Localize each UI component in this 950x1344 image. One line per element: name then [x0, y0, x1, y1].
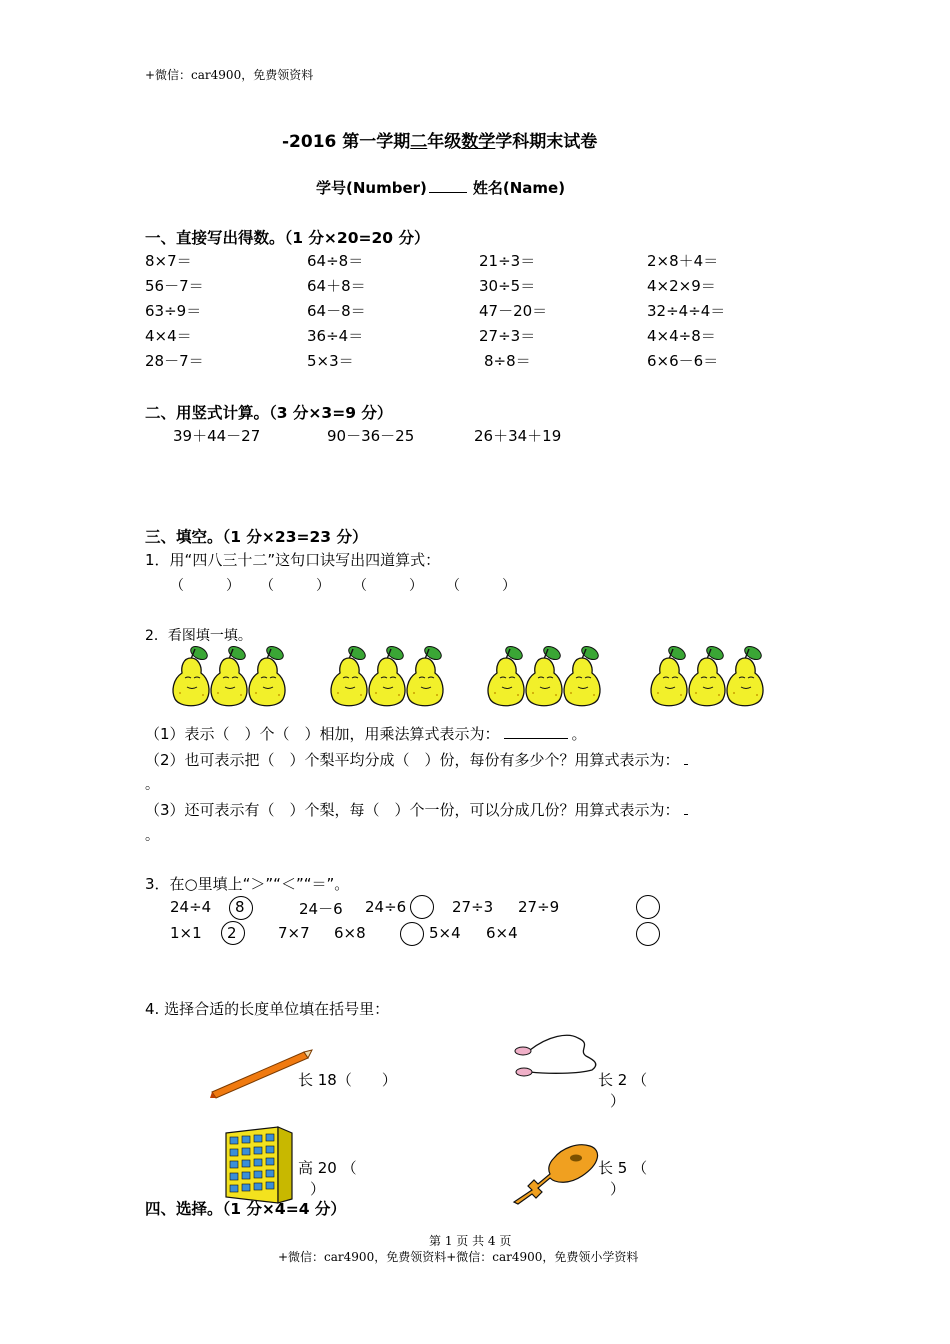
oral-calc-item: 8÷8＝ — [484, 352, 531, 370]
oral-calc-item: 64＋8＝ — [307, 277, 366, 295]
vertical-calc-1: 39＋44－27 — [173, 427, 261, 445]
q4-pencil-label: 长 18（ ） — [298, 1071, 397, 1089]
q3-text: 3．在○里填上“＞”“＜”“＝”。 — [145, 875, 350, 893]
oral-calc-item: 30÷5＝ — [479, 277, 536, 295]
q3-r1-a: 24÷4 — [170, 898, 212, 916]
q2-part1: （1）表示（ ）个（ ）相加，用乘法算式表示为： 。 — [145, 725, 587, 743]
oral-calc-item: 4×4÷8＝ — [647, 327, 716, 345]
oral-calc-item: 6×6－6＝ — [647, 352, 719, 370]
q1-blank-1[interactable]: （ ） — [170, 578, 240, 594]
q3-r2-b: 2 — [227, 924, 237, 942]
q3-r2-f: 6×4 — [486, 924, 518, 942]
footer-note: +微信：car4900，免费领资料+微信：car4900，免费领小学资料 — [278, 1250, 639, 1264]
q4-key-label: 长 5 （ — [598, 1159, 648, 1177]
q3-r1-d: 24÷6 — [365, 898, 407, 916]
oral-calc-item: 56－7＝ — [145, 277, 204, 295]
compare-circle[interactable] — [636, 922, 660, 946]
oral-calc-item: 64÷8＝ — [307, 252, 364, 270]
oral-calc-item: 5×3＝ — [307, 352, 354, 370]
oral-calc-item: 21÷3＝ — [479, 252, 536, 270]
oral-calc-item: 27÷3＝ — [479, 327, 536, 345]
pears-illustration — [165, 645, 805, 710]
q3-r2-c: 7×7 — [278, 924, 310, 942]
q1-text: 1．用“四八三十二”这句口诀写出四道算式： — [145, 551, 441, 569]
section3-heading: 三、填空。（1 分×23=23 分） — [145, 528, 368, 546]
oral-calc-item: 36÷4＝ — [307, 327, 364, 345]
q2-part2: （2）也可表示把（ ）个梨平均分成（ ）份，每份有多少个？用算式表示为： — [145, 749, 688, 770]
q2-text: 2．看图填一填。 — [145, 628, 252, 644]
oral-calc-item: 28－7＝ — [145, 352, 204, 370]
compare-circle[interactable] — [410, 895, 434, 919]
q4-building-label: 高 20 （ — [298, 1159, 357, 1177]
q1-blank-2[interactable]: （ ） — [260, 578, 330, 594]
key-icon — [510, 1140, 606, 1210]
oral-calc-item: 4×4＝ — [145, 327, 192, 345]
q1-blank-4[interactable]: （ ） — [446, 578, 516, 594]
oral-calc-item: 32÷4÷4＝ — [647, 302, 726, 320]
q4-text: 4. 选择合适的长度单位填在括号里： — [145, 1000, 390, 1018]
oral-calc-item: 4×2×9＝ — [647, 277, 716, 295]
student-info: 学号(Number) 姓名(Name) — [316, 179, 566, 197]
q4-key-close: ） — [610, 1180, 626, 1198]
q3-r1-b: 8 — [235, 898, 245, 916]
oral-calc-item: 2×8＋4＝ — [647, 252, 719, 270]
q3-r2-d: 6×8 — [334, 924, 366, 942]
q1-blank-3[interactable]: （ ） — [353, 578, 423, 594]
q3-r1-e: 27÷3 — [452, 898, 494, 916]
oral-calc-item: 8×7＝ — [145, 252, 192, 270]
compare-circle[interactable] — [636, 895, 660, 919]
q3-r2-e: 5×4 — [429, 924, 461, 942]
header-note: +微信：car4900，免费领资料 — [145, 68, 314, 82]
q4-worm-label: 长 2 （ — [598, 1071, 648, 1089]
q2-part2-end: 。 — [145, 777, 159, 793]
page-number: 第 1 页 共 4 页 — [429, 1234, 512, 1248]
oral-calc-item: 63÷9＝ — [145, 302, 202, 320]
section4-heading: 四、选择。（1 分×4=4 分） — [145, 1200, 346, 1218]
q2-part3: （3）还可表示有（ ）个梨，每（ ）个一份，可以分成几份？用算式表示为： — [145, 799, 688, 820]
vertical-calc-2: 90－36－25 — [327, 427, 415, 445]
q3-r1-c: 24－6 — [299, 900, 343, 918]
oral-calc-item: 47－20＝ — [479, 302, 548, 320]
q4-worm-close: ） — [610, 1092, 626, 1110]
building-icon — [222, 1123, 296, 1207]
oral-calc-item: 64－8＝ — [307, 302, 366, 320]
q4-building-close: ） — [310, 1180, 326, 1198]
q3-r1-f: 27÷9 — [518, 898, 560, 916]
section2-heading: 二、用竖式计算。（3 分×3=9 分） — [145, 404, 393, 422]
worm-icon — [508, 1030, 604, 1078]
page-title: -2016 第一学期二年级数学学科期末试卷 — [282, 132, 598, 152]
q2-part3-end: 。 — [145, 828, 159, 844]
compare-circle[interactable] — [400, 922, 424, 946]
vertical-calc-3: 26＋34＋19 — [474, 427, 562, 445]
section1-heading: 一、直接写出得数。（1 分×20=20 分） — [145, 229, 430, 247]
q3-r2-a: 1×1 — [170, 924, 202, 942]
